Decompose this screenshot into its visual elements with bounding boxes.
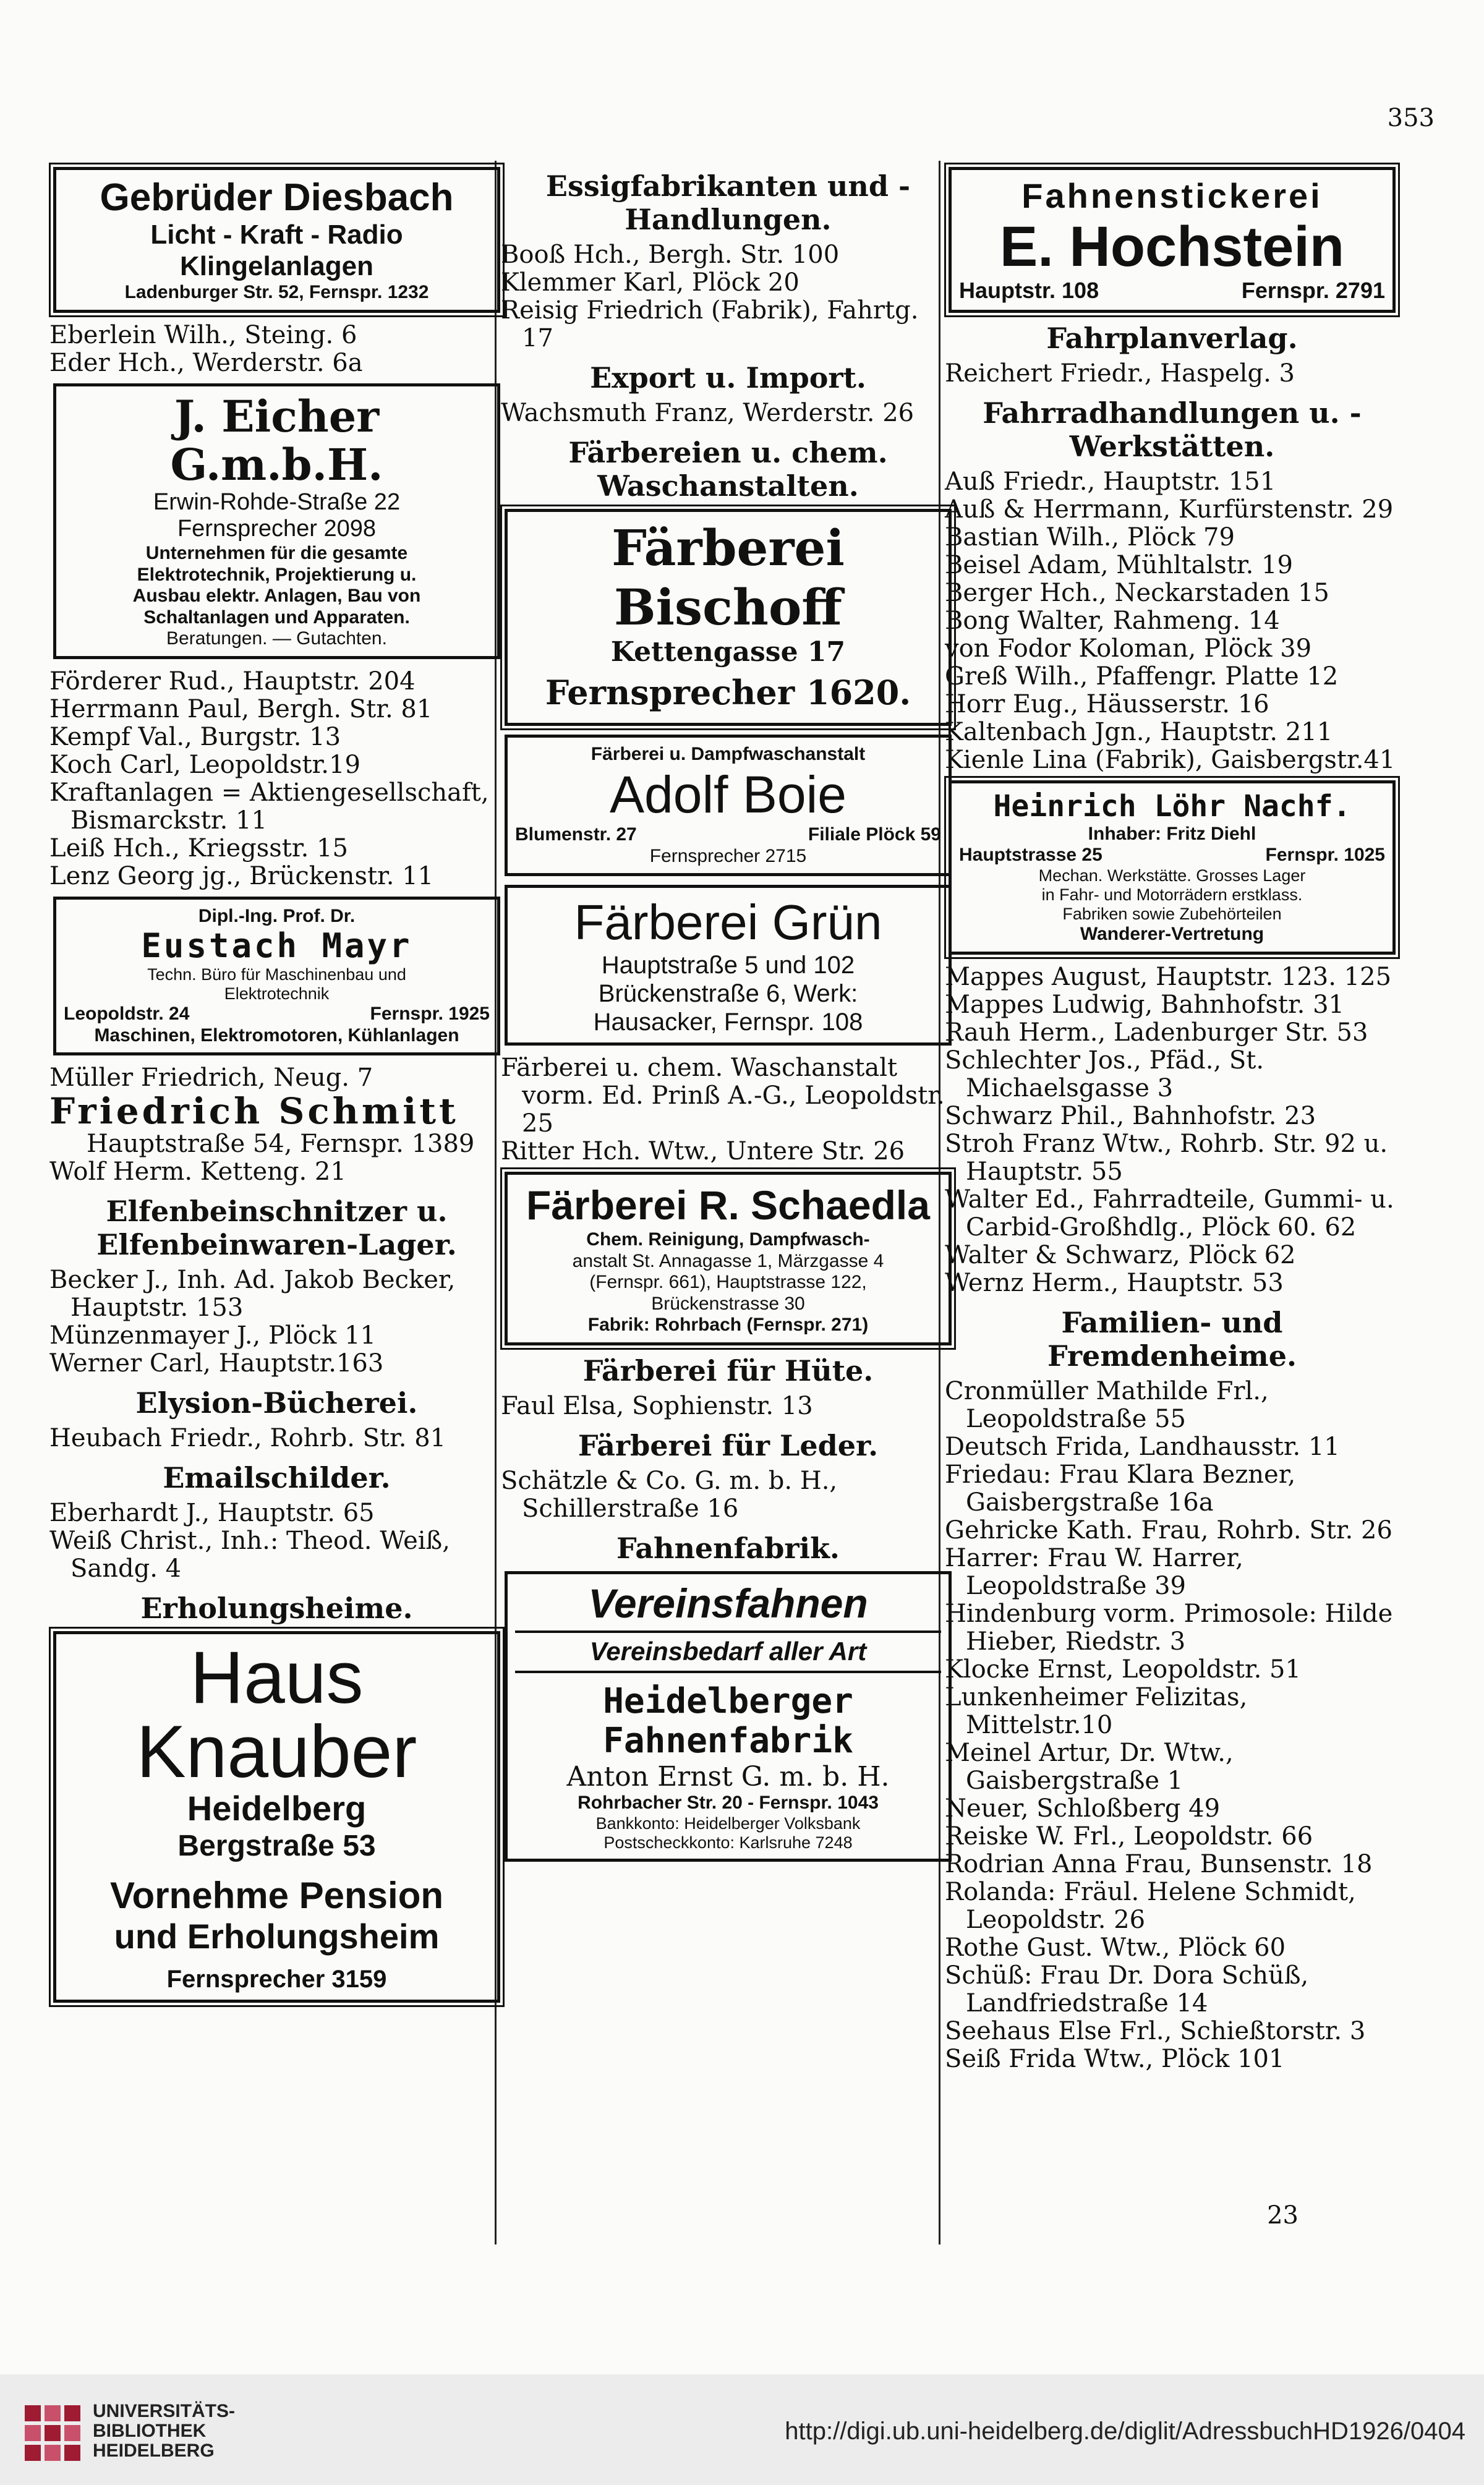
ad-title: Haus <box>190 1636 364 1720</box>
ad-address: Ladenburger Str. 52, Fernspr. 1232 <box>124 282 429 303</box>
section-heading: Export u. Import. <box>590 361 866 394</box>
column-1 <box>49 161 504 2011</box>
list-item: Kienle Lina (Fabrik), Gaisbergstr.41 <box>945 745 1396 774</box>
list-item: Hauptstraße 54, Fernspr. 1389 <box>87 1130 475 1159</box>
list-item: Eder Hch., Werderstr. 6a <box>49 348 363 377</box>
list-item: Rolanda: Fräul. Helene Schmidt, Leopoldstr. 26 <box>945 1877 1356 1934</box>
list-item: Koch Carl, Leopoldstr.19 <box>49 750 360 779</box>
list-item: Stroh Franz Wtw., Rohrb. Str. 92 u. Hauptstr. 55 <box>945 1129 1388 1186</box>
list-item: Auß Friedr., Hauptstr. 151 <box>945 467 1276 496</box>
ad-line: Fabriken sowie Zubehörteilen <box>1062 905 1282 924</box>
list-item: Ritter Hch. Wtw., Untere Str. 26 <box>501 1137 905 1166</box>
ad-line: Postscheckkonto: Karlsruhe 7248 <box>603 1833 853 1852</box>
ad-line: in Fahr- und Motorrädern erstklass. <box>1041 885 1303 905</box>
list-item: Harrer: Frau W. Harrer, Leopoldstraße 39 <box>945 1543 1243 1600</box>
ad-title: E. Hochstein <box>999 215 1345 279</box>
ad-diesbach <box>53 167 500 313</box>
list-item: Wolf Herm. Ketteng. 21 <box>49 1157 346 1187</box>
list-item: Wachsmuth Franz, Werderstr. 26 <box>501 399 915 427</box>
ad-line: Heidelberg <box>187 1789 367 1828</box>
ad-address: Hauptstrasse 25 <box>959 845 1102 866</box>
ad-line: Fabrik: Rohrbach (Fernspr. 271) <box>587 1315 869 1336</box>
ad-line: Unternehmen für die gesamte <box>145 543 408 564</box>
library-name-line: HEIDELBERG <box>93 2440 215 2461</box>
ad-title: Färberei Grün <box>574 895 882 950</box>
ad-knauber <box>53 1631 500 2003</box>
section-heading: Elfenbeinschnitzer u. Elfenbeinwaren-Lager. <box>96 1195 457 1262</box>
section-heading: Elysion-Bücherei. <box>135 1386 418 1420</box>
list-item: Müller Friedrich, Neug. 7 <box>49 1063 373 1093</box>
list-item: Deutsch Frida, Landhausstr. 11 <box>945 1432 1340 1461</box>
list-item: Bong Walter, Rahmeng. 14 <box>945 606 1280 635</box>
ad-bischoff <box>505 509 952 726</box>
section-heading: Erholungsheime. <box>140 1592 413 1626</box>
ad-vereinsfahnen <box>505 1571 952 1862</box>
ad-address: Hauptstr. 108 <box>959 278 1099 304</box>
ad-loehr <box>949 780 1396 955</box>
list-item: Färberei u. chem. Waschanstalt vorm. Ed. Prinß A.-G., Leopoldstr. 25 <box>501 1054 945 1138</box>
section-heading: Färberei für Hüte. <box>582 1353 874 1387</box>
ad-phone: Fernspr. 1025 <box>1265 845 1385 866</box>
ad-title: Heidelberger <box>603 1681 853 1721</box>
list-item: Rodrian Anna Frau, Bunsenstr. 18 <box>945 1849 1373 1878</box>
list-item: Booß Hch., Bergh. Str. 100 <box>501 241 840 269</box>
list-item: Neuer, Schloßberg 49 <box>945 1794 1221 1823</box>
ad-phone: Fernsprecher 2098 <box>177 516 377 542</box>
library-logo-icon <box>19 2399 87 2467</box>
ad-line: Mechan. Werkstätte. Grosses Lager <box>1038 866 1306 885</box>
ad-line: Chem. Reinigung, Dampfwasch- <box>586 1229 870 1250</box>
list-item: Faul Elsa, Sophienstr. 13 <box>501 1391 813 1420</box>
list-item: Friedau: Frau Klara Bezner, Gaisbergstraße 16a <box>945 1460 1296 1517</box>
ad-address: Rohrbacher Str. 20 - Fernspr. 1043 <box>578 1792 879 1814</box>
list-item: Schätzle & Co. G. m. b. H., Schillerstraße 16 <box>501 1466 838 1523</box>
ad-line: Ausbau elektr. Anlagen, Bau von <box>132 586 421 607</box>
list-item: Werner Carl, Hauptstr.163 <box>49 1349 384 1378</box>
schmitt-name: Friedrich Schmitt <box>49 1090 459 1133</box>
section-heading: Familien- und Fremdenheime. <box>1047 1305 1297 1373</box>
list-item: Klocke Ernst, Leopoldstr. 51 <box>945 1655 1301 1684</box>
ad-title: Heinrich Löhr Nachf. <box>993 788 1351 824</box>
list-item: Kempf Val., Burgstr. 13 <box>49 722 341 751</box>
ad-title: Adolf Boie <box>610 765 846 824</box>
ad-line: Vornehme Pension <box>109 1874 443 1916</box>
source-url-link[interactable]: http://digi.ub.uni-heidelberg.de/diglit/AdressbuchHD1926/0404 <box>785 2418 1465 2445</box>
ad-gruen <box>505 885 952 1046</box>
ad-title: Fahnenstickerei <box>1021 176 1323 215</box>
list-item: Meinel Artur, Dr. Wtw., Gaisbergstraße 1 <box>945 1738 1234 1795</box>
list-item: Münzenmayer J., Plöck 11 <box>49 1321 376 1350</box>
ad-schaedla <box>505 1172 952 1345</box>
ad-title: Fahnenfabrik <box>603 1721 853 1762</box>
footer-page-number: 23 <box>1267 2201 1298 2230</box>
ad-address: Filiale Plöck 59 <box>808 824 941 845</box>
section-heading: Färbereien u. chem. Waschanstalten. <box>568 436 888 503</box>
list-item: Walter & Schwarz, Plöck 62 <box>945 1240 1296 1269</box>
ad-line: (Fernspr. 661), Hauptstrasse 122, <box>589 1272 867 1293</box>
list-item: Lenz Georg jg., Brückenstr. 11 <box>49 861 434 890</box>
list-item: Lunkenheimer Felizitas, Mittelstr.10 <box>945 1682 1248 1739</box>
section-heading: Fahnenfabrik. <box>616 1531 840 1565</box>
library-name-line: BIBLIOTHEK <box>93 2421 207 2441</box>
ad-line: Hausacker, Fernspr. 108 <box>593 1008 863 1036</box>
list-item: Kaltenbach Jgn., Hauptstr. 211 <box>945 717 1333 746</box>
column-3 <box>945 161 1399 2073</box>
ad-phone: Fernsprecher 2715 <box>649 845 807 866</box>
list-item: Mappes August, Hauptstr. 123. 125 <box>945 962 1392 991</box>
library-name-line: UNIVERSITÄTS- <box>93 2401 236 2421</box>
list-item: Rauh Herm., Ladenburger Str. 53 <box>945 1018 1368 1047</box>
list-item: Reisig Friedrich (Fabrik), Fahrtg. 17 <box>501 296 919 352</box>
ad-address: Kettengasse 17 <box>610 636 846 668</box>
ad-title: J. Eicher G.m.b.H. <box>170 390 383 490</box>
list-item: Bastian Wilh., Plöck 79 <box>945 522 1235 552</box>
list-item: Schlechter Jos., Pfäd., St. Michaelsgasse 3 <box>945 1046 1264 1102</box>
list-item: Greß Wilh., Pfaffengr. Platte 12 <box>945 662 1339 691</box>
list-item: Reichert Friedr., Haspelg. 3 <box>945 359 1295 388</box>
ad-line: Färberei u. Dampfwaschanstalt <box>591 743 866 764</box>
ad-title: Färberei R. Schaedla <box>526 1182 930 1229</box>
ad-line: Brückenstrasse 30 <box>651 1293 805 1314</box>
list-item: Heubach Friedr., Rohrb. Str. 81 <box>49 1424 446 1453</box>
ad-phone: Fernsprecher 3159 <box>166 1966 387 1993</box>
ad-title: Eustach Mayr <box>141 926 412 966</box>
list-item: Becker J., Inh. Ad. Jakob Becker, Hauptstr. 153 <box>49 1266 456 1323</box>
list-item: Cronmüller Mathilde Frl., Leopoldstraße 55 <box>945 1376 1269 1433</box>
ad-title: Vereinsfahnen <box>515 1580 941 1634</box>
list-item: Auß & Herrmann, Kurfürstenstr. 29 <box>945 495 1394 524</box>
list-item: Hindenburg vorm. Primosole: Hilde Hieber, Riedstr. 3 <box>945 1599 1393 1656</box>
ad-line: Schaltanlagen und Apparaten. <box>143 607 410 628</box>
list-item: Walter Ed., Fahrradteile, Gummi- u. Carbid-Großhdlg., Plöck 60. 62 <box>945 1185 1394 1242</box>
list-item: Seehaus Else Frl., Schießtorstr. 3 <box>945 2016 1366 2045</box>
list-item: Herrmann Paul, Bergh. Str. 81 <box>49 694 433 723</box>
list-item: Beisel Adam, Mühltalstr. 19 <box>945 550 1293 579</box>
ad-line: Inhaber: Fritz Diehl <box>1088 823 1256 844</box>
list-item: Schwarz Phil., Bahnhofstr. 23 <box>945 1101 1316 1130</box>
list-item: Eberhardt J., Hauptstr. 65 <box>49 1499 375 1528</box>
ad-line: Beratungen. — Gutachten. <box>166 628 387 649</box>
ad-line: anstalt St. Annagasse 1, Märzgasse 4 <box>572 1250 884 1271</box>
list-item: Schüß: Frau Dr. Dora Schüß, Landfriedstraße 14 <box>945 1961 1309 2018</box>
ad-line: Dipl.-Ing. Prof. Dr. <box>198 905 356 926</box>
ad-phone: Fernspr. 2791 <box>1241 278 1385 304</box>
list-item: Weiß Christ., Inh.: Theod. Weiß, Sandg. 4 <box>49 1527 450 1583</box>
ad-address: Blumenstr. 27 <box>515 824 637 845</box>
list-item: Klemmer Karl, Plöck 20 <box>501 268 800 297</box>
ad-phone: Fernsprecher 1620. <box>545 672 911 712</box>
ad-phone: Fernspr. 1925 <box>370 1004 490 1025</box>
ad-line: Wanderer-Vertretung <box>1080 924 1264 945</box>
list-item: Gehricke Kath. Frau, Rohrb. Str. 26 <box>945 1515 1392 1545</box>
section-heading: Färberei für Leder. <box>578 1428 879 1462</box>
ad-address: Erwin-Rohde-Straße 22 <box>153 488 401 515</box>
list-item: Förderer Rud., Hauptstr. 204 <box>49 667 416 696</box>
library-name <box>93 2402 235 2461</box>
ad-eicher <box>53 383 500 659</box>
ad-boie <box>505 735 952 877</box>
list-item: Mappes Ludwig, Bahnhofstr. 31 <box>945 990 1344 1019</box>
list-item: Reiske W. Frl., Leopoldstr. 66 <box>945 1822 1313 1851</box>
list-item: von Fodor Koloman, Plöck 39 <box>945 634 1312 663</box>
ad-mayr <box>53 897 500 1056</box>
list-item: Kraftanlagen = Aktiengesellschaft, Bismarckstr. 11 <box>49 778 489 835</box>
list-item: Berger Hch., Neckarstaden 15 <box>945 578 1329 607</box>
ad-address: Leopoldstr. 24 <box>64 1004 190 1025</box>
ad-line: Elektrotechnik, Projektierung u. <box>137 564 417 585</box>
ad-hochstein <box>949 167 1396 313</box>
ad-line: Anton Ernst G. m. b. H. <box>566 1760 890 1792</box>
ad-title: Gebrüder Diesbach <box>100 176 454 219</box>
section-heading: Fahrradhandlungen u. -Werkstätten. <box>983 396 1362 463</box>
list-item: Wernz Herm., Hauptstr. 53 <box>945 1268 1284 1297</box>
ad-line: Brückenstraße 6, Werk: <box>598 980 858 1008</box>
section-heading: Emailschilder. <box>163 1461 391 1495</box>
ad-line: Elektrotechnik <box>224 984 330 1004</box>
list-item: Eberlein Wilh., Steing. 6 <box>49 320 357 349</box>
ad-address: Bergstraße 53 <box>177 1829 376 1862</box>
page-number: 353 <box>1387 104 1435 132</box>
ad-line: Licht - Kraft - Radio <box>150 220 403 250</box>
ad-line: Bankkonto: Heidelberger Volksbank <box>595 1814 861 1833</box>
list-item: Leiß Hch., Kriegsstr. 15 <box>49 833 348 863</box>
ad-title: Färberei Bischoff <box>612 519 845 636</box>
ad-line: Techn. Büro für Maschinenbau und <box>147 965 406 984</box>
ad-line: und Erholungsheim <box>114 1916 440 1956</box>
list-item: Rothe Gust. Wtw., Plöck 60 <box>945 1933 1286 1962</box>
list-item: Horr Eug., Häusserstr. 16 <box>945 689 1269 718</box>
ad-line: Klingelanlagen <box>180 250 373 281</box>
section-heading: Fahrplanverlag. <box>1046 321 1298 355</box>
ad-line: Vereinsbedarf aller Art <box>515 1633 941 1673</box>
section-heading: Essigfabrikanten und -Handlungen. <box>545 169 911 236</box>
ad-title: Knauber <box>136 1710 417 1794</box>
column-2 <box>501 161 955 1870</box>
list-item: Seiß Frida Wtw., Plöck 101 <box>945 2044 1285 2073</box>
ad-line: Maschinen, Elektromotoren, Kühlanlagen <box>94 1025 459 1046</box>
ad-line: Hauptstraße 5 und 102 <box>601 952 855 979</box>
